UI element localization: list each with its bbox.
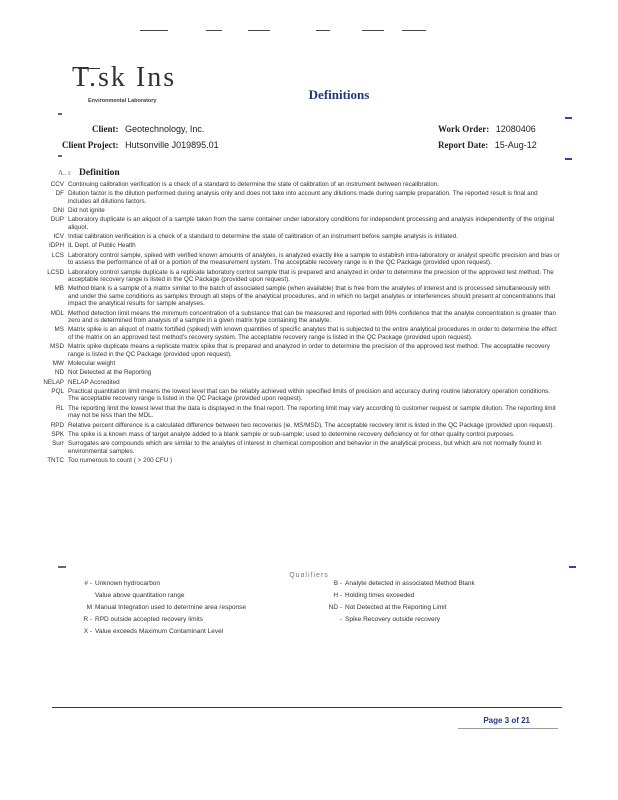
definition-abbr: LCSD bbox=[47, 268, 64, 276]
definition-row bbox=[30, 252, 560, 267]
definition-text: Too numerous to count ( > 200 CFU ) bbox=[68, 456, 173, 464]
definition-text: Method detection limit means the minimum concentration of a substance that can be measured and reported with 99% confidence that the analyte concentration is greater than zero and is determined from analysis of a sample in a given matrix type containing the analyte. bbox=[68, 309, 556, 325]
definition-row bbox=[30, 181, 560, 189]
margin-mark bbox=[565, 158, 572, 160]
definition-text: Laboratory control sample duplicate is a replicate laboratory control sample that is prepared and analyzed in order to determine the precision of the approved test method. The acceptable recovery range is listed in the QC Package (provided upon request). bbox=[68, 268, 554, 284]
definition-row bbox=[30, 242, 560, 250]
client-line bbox=[92, 124, 204, 134]
qualifier-text: Value above quantitation range bbox=[95, 592, 185, 599]
qualifier-row bbox=[70, 580, 160, 587]
qualifier-text: Manual Integration used to determine area response bbox=[95, 604, 247, 611]
definition-text: Molecular weight bbox=[68, 360, 116, 368]
qualifier-row bbox=[70, 628, 223, 635]
qualifier-code: M bbox=[86, 604, 92, 611]
definition-abbr: NELAP bbox=[43, 378, 64, 386]
qualifier-code bbox=[70, 592, 95, 599]
definition-text: Not Detected at the Reporting bbox=[68, 369, 152, 377]
definition-abbr: LCS bbox=[51, 251, 64, 259]
qualifier-code: X - bbox=[83, 628, 92, 635]
margin-dot bbox=[58, 155, 62, 157]
client-value: Geotechnology, Inc. bbox=[125, 124, 205, 134]
definition-text: Method blank is a sample of a matrix similar to the batch of associated sample (when available) that is free from the analytes of interest and is processed simultaneously with and under the same conditions as samples through all steps of the analytical procedures, and in which no target analytes or interferences should present at concentrations that impact the analytical results for sample analyses. bbox=[68, 285, 556, 308]
definition-row bbox=[30, 379, 560, 387]
definitions-list bbox=[30, 181, 560, 466]
workorder-label: Work Order: bbox=[438, 124, 490, 134]
definition-abbr: DF bbox=[55, 190, 64, 198]
qualifier-code: B - bbox=[333, 580, 342, 587]
definition-abbr: Surr bbox=[52, 440, 64, 448]
definition-row bbox=[30, 431, 560, 439]
qualifier-text: Unknown hydrocarbon bbox=[95, 580, 161, 587]
definition-row bbox=[30, 326, 560, 341]
definition-abbr: RPD bbox=[50, 421, 64, 429]
qualifier-text: Value exceeds Maximum Contaminant Level bbox=[95, 628, 224, 635]
definition-text: The spike is a known mass of target analyte added to a blank sample or sub-sample; used to determine recovery deficiency or for other quality control purposes. bbox=[68, 430, 515, 438]
definition-text: Laboratory control sample, spiked with verified known amounts of analytes, is analyzed exactly like a sample to establish intra-laboratory or analyst specific precision and bias or to assess the performance of all or a portion of the measurement system. The acceptable recovery range is in the QC Package (provided upon request). bbox=[68, 251, 560, 267]
qualifier-row bbox=[70, 616, 203, 623]
margin-mark bbox=[565, 117, 572, 119]
definition-abbr: DNI bbox=[53, 207, 64, 215]
footer-rule bbox=[52, 707, 562, 708]
margin-dot bbox=[58, 566, 66, 568]
reportdate-value: 15-Aug-12 bbox=[494, 140, 537, 150]
definition-row bbox=[30, 422, 560, 430]
qualifier-row bbox=[70, 592, 185, 599]
definition-row bbox=[30, 216, 560, 231]
margin-dot bbox=[58, 113, 62, 115]
definition-abbr: MSD bbox=[50, 343, 64, 351]
definition-row bbox=[30, 369, 560, 377]
definition-text: Dilution factor is the dilution performed during analysis only and does not take into account any dilutions made during sample preparation. The reported result is final and includes all dilutions factors. bbox=[68, 190, 538, 205]
definition-text: Practical quantitation limit means the lowest level that can be reliably achieved within specified limits of precision and accuracy during routine laboratory operation conditions. The acceptable recovery range is listed in the QC Package (provided upon request). bbox=[68, 387, 550, 403]
project-value: Hutsonville J019895.01 bbox=[125, 140, 219, 150]
definition-row bbox=[30, 190, 560, 205]
definition-abbr: TNTC bbox=[47, 456, 64, 464]
definition-text: NELAP Accredited bbox=[68, 378, 120, 386]
definition-text: Surrogates are compounds which are similar to the analytes of interest in chemical composition and behavior in the analytical process, but which are not normally found in environmental samples. bbox=[68, 440, 542, 455]
qualifier-row bbox=[320, 592, 414, 599]
definition-row bbox=[30, 343, 560, 358]
definition-abbr: MS bbox=[54, 326, 64, 334]
footer-underline bbox=[458, 728, 558, 729]
definition-row bbox=[30, 310, 560, 325]
definition-abbr: ND bbox=[54, 369, 64, 377]
qualifier-row bbox=[320, 604, 447, 611]
definition-abbr: CCV bbox=[50, 181, 64, 188]
qualifier-text: Holding times exceeded bbox=[345, 592, 415, 599]
definition-row bbox=[30, 440, 560, 455]
definition-text: Relative percent difference is a calculated difference between two recoveries (ie. MS/MSD). The acceptable recovery limit is listed in the QC Package (provided upon request). bbox=[68, 421, 555, 429]
definition-abbr: ICV bbox=[53, 233, 64, 241]
definitions-heading bbox=[58, 168, 120, 178]
definition-row bbox=[30, 457, 560, 465]
workorder-value: 12080406 bbox=[495, 124, 536, 134]
definition-row bbox=[30, 405, 560, 420]
workorder-line bbox=[438, 124, 536, 134]
qualifier-code: - bbox=[339, 616, 342, 623]
logo-mark: T.sk Ins bbox=[72, 62, 177, 93]
logo-subtitle: Environmental Laboratory bbox=[88, 98, 157, 104]
abbr-column-heading: A.. r bbox=[58, 169, 71, 177]
definition-text: Continuing calibration verification is a check of a standard to determine the state of calibration of an instrument between recalibration. bbox=[68, 181, 440, 188]
definition-abbr: PQL bbox=[51, 387, 64, 395]
definition-abbr: DUP bbox=[50, 216, 64, 224]
qualifier-code: ND - bbox=[328, 604, 342, 611]
definition-text: Did not ignite bbox=[68, 207, 105, 215]
project-label: Client Project: bbox=[62, 140, 119, 150]
qualifier-text: RPD outside accepted recovery limits bbox=[95, 616, 204, 623]
definition-text: IL Dept. of Public Health bbox=[68, 242, 136, 250]
page-number: Page 3 of 21 bbox=[483, 716, 530, 725]
definition-abbr: RL bbox=[55, 404, 64, 412]
definition-row bbox=[30, 233, 560, 241]
reportdate-line bbox=[438, 140, 537, 150]
client-label: Client: bbox=[92, 124, 119, 134]
definition-text: Matrix spike is an aliquot of matrix fortified (spiked) with known quantities of specific analytes that is subjected to the entire analytical procedures in order to determine the effect of the matrix on an approved test method's recovery system. The acceptable recovery range is listed in the QC Package (provided upon request). bbox=[68, 326, 557, 341]
definition-abbr: MDL bbox=[50, 309, 64, 317]
qualifier-code: # - bbox=[84, 580, 92, 587]
definition-column-heading: Definition bbox=[79, 168, 120, 178]
margin-mark bbox=[569, 566, 576, 568]
qualifier-text: Not Detected at the Reporting Limit bbox=[345, 604, 447, 611]
qualifier-row bbox=[70, 604, 246, 611]
project-line bbox=[62, 140, 219, 150]
definition-abbr: MW bbox=[52, 360, 64, 368]
page-title: Definitions bbox=[308, 87, 370, 102]
qualifiers-heading: Qualifiers bbox=[289, 572, 329, 579]
definition-abbr: SPK bbox=[51, 430, 64, 438]
scan-artifact-dashes bbox=[140, 30, 440, 36]
definition-text: Laboratory duplicate is an aliquot of a sample taken from the same container under laboratory conditions for independent processing and analysis independently of the original aliquot. bbox=[68, 216, 555, 231]
definition-row bbox=[30, 269, 560, 284]
definition-row bbox=[30, 285, 560, 308]
definition-text: Matrix spike duplicate means a replicate matrix spike that is prepared and analyzed in order to determine the precision of the approved test method. The acceptable recovery range is listed in the QC Package (provided upon request). bbox=[68, 343, 550, 358]
qualifier-row bbox=[320, 616, 440, 623]
definition-text: Initial calibration verification is a check of a standard to determine the state of calibration of an instrument before sample analysis is initiated. bbox=[68, 233, 458, 241]
definition-row bbox=[30, 360, 560, 368]
qualifier-code: H - bbox=[333, 592, 342, 599]
definition-abbr: IDPH bbox=[48, 242, 64, 250]
qualifier-text: Analyte detected in associated Method Blank bbox=[345, 580, 475, 587]
qualifier-code: R - bbox=[83, 616, 92, 623]
definition-abbr: MB bbox=[54, 285, 64, 293]
qualifier-row bbox=[320, 580, 475, 587]
reportdate-label: Report Date: bbox=[438, 140, 489, 150]
definition-text: The reporting limit the lowest level that the data is displayed in the final report. The reporting limit may vary according to customer request or sample dilution. The reporting limit may not be less than the MDL. bbox=[68, 404, 556, 420]
definition-row bbox=[30, 388, 560, 403]
definition-row bbox=[30, 207, 560, 215]
qualifier-text: Spike Recovery outside recovery bbox=[345, 616, 441, 623]
